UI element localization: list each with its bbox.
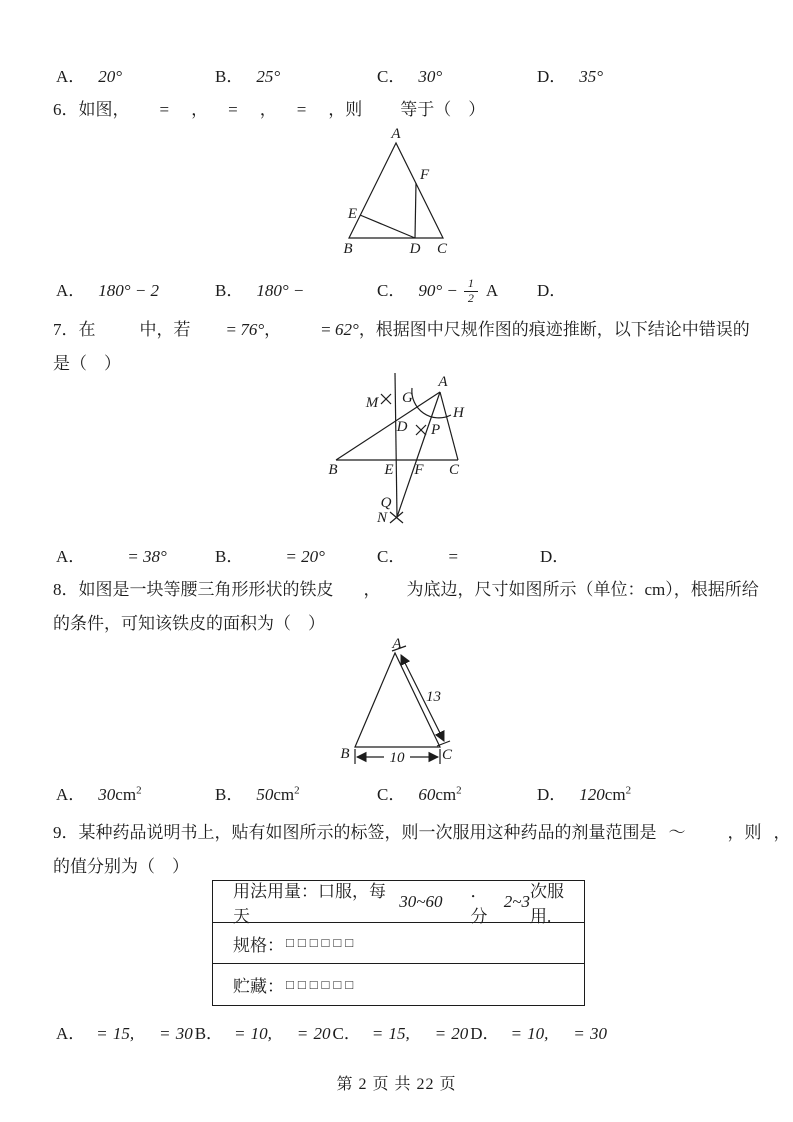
line-a-through-f (397, 392, 440, 517)
option-b (215, 62, 280, 87)
unit-exponent: 2 (136, 784, 142, 797)
figure-q8-isosceles-triangle (333, 636, 465, 776)
option-value: 20° (98, 67, 123, 86)
text-segment: □□□□□□ (286, 935, 358, 950)
text-segment: = (235, 1024, 245, 1043)
text-segment: = (296, 100, 307, 119)
point-label-F: F (414, 462, 424, 478)
point-label-D: D (409, 241, 421, 257)
option-d (537, 62, 603, 87)
text-segment: = (297, 1024, 308, 1043)
point-label-P: P (431, 422, 441, 438)
text-segment: 10, (250, 1024, 272, 1043)
unit: cm (604, 785, 626, 804)
option-c (377, 780, 462, 805)
option-a (56, 276, 159, 301)
point-label-10: 10 (389, 750, 405, 766)
text-segment: = (226, 320, 241, 339)
text-segment: 10, (527, 1024, 549, 1043)
text-segment: □□□□□□ (286, 976, 358, 992)
label-row-spec (213, 923, 584, 964)
segment-ed (360, 215, 415, 238)
answer-row-q6 (0, 276, 793, 305)
text-segment: 15, (388, 1024, 410, 1043)
text-segment: = (97, 1024, 107, 1043)
text-segment: 76° (240, 320, 265, 339)
text-segment: = (574, 1024, 584, 1043)
point-label-E: E (384, 462, 394, 478)
fraction-numerator: 1 (464, 277, 478, 292)
point-label-N: N (376, 510, 388, 526)
option-value: 90° − (418, 281, 458, 300)
label-row-dosage (213, 881, 584, 926)
option-value: 30° (418, 67, 443, 86)
point-label-B: B (328, 462, 338, 478)
option-label: A． (56, 67, 86, 86)
cross-mark-p (416, 425, 426, 435)
text-segment: 30~60 (399, 891, 443, 911)
text-segment: A． (56, 1024, 86, 1043)
unit-exponent: 2 (294, 784, 300, 797)
text-segment: ， (363, 580, 381, 599)
text-segment: ．分 (470, 881, 488, 926)
text-segment: = (228, 100, 238, 119)
option-number: 60 (418, 785, 436, 804)
option-b (215, 780, 300, 805)
option-value: 35° (579, 67, 604, 86)
text-segment: 7．在 (53, 320, 96, 339)
text-segment: 等于（ ） (400, 100, 486, 119)
option-value: 180° − (256, 281, 305, 300)
option-number: 50 (256, 785, 274, 804)
option-label: A． (56, 785, 86, 804)
text-segment: ，根据图中尺规作图的痕迹推断，以下结论中错误的 (358, 320, 750, 339)
option-label: C． (377, 785, 406, 804)
option-label: C． (377, 67, 406, 86)
label-row-storage (213, 964, 584, 1005)
option-value: = 20° (285, 547, 325, 566)
text-segment: 9．某种药品说明书上，贴有如图所示的标签，则一次服用这种药品的剂量范围是 (53, 823, 657, 842)
point-label-A: A (392, 636, 402, 652)
question-7-stem-line1 (53, 315, 750, 340)
figure-q6-triangle (328, 126, 472, 266)
option-label: C． (377, 547, 406, 566)
option-label: B． (215, 281, 244, 300)
medicine-label-table (212, 880, 585, 1006)
question-9-stem-line2: 的值分别为（ ） (53, 857, 189, 876)
text-segment: 6．如图， (53, 100, 130, 119)
question-8-stem-line1 (53, 575, 759, 600)
option-value: = 38° (127, 547, 167, 566)
unit: cm (273, 785, 295, 804)
text-segment: 62° (335, 320, 359, 339)
option-d (537, 780, 631, 805)
text-segment: ～ (668, 823, 686, 842)
point-label-C: C (441, 747, 453, 763)
text-segment: ， (259, 100, 277, 119)
fraction-denominator: 2 (467, 291, 474, 305)
point-label-M: M (365, 395, 379, 411)
option-value-suffix: A (485, 281, 499, 300)
option-b (215, 276, 304, 301)
option-label: D． (537, 785, 567, 804)
side-ac (440, 392, 458, 460)
figure-2-svg (325, 370, 470, 530)
triangle-abc (349, 143, 443, 238)
answer-row-q9 (56, 1019, 776, 1045)
segment-fd (415, 183, 416, 238)
option-a (56, 62, 122, 87)
text-segment: 用法用量：口服，每天 (233, 881, 386, 926)
cross-mark-g (381, 394, 391, 404)
options-a-b-c-d (56, 1019, 607, 1044)
option-label: A． (56, 547, 86, 566)
point-label-D: D (396, 419, 408, 435)
option-label: D． (537, 67, 567, 86)
question-6-stem (53, 95, 485, 120)
point-label-B: B (340, 746, 350, 762)
answer-row-q5 (0, 62, 793, 88)
point-label-H: H (453, 405, 464, 421)
option-a (56, 780, 142, 805)
option-c (377, 542, 459, 567)
figure-3-svg (333, 636, 465, 776)
answer-row-q7 (0, 542, 793, 568)
option-d (537, 276, 566, 301)
figure-q7-construction (325, 370, 470, 530)
question-9-stem-line1 (53, 818, 791, 843)
option-value: 180° − 2 (98, 281, 160, 300)
option-label: D． (540, 547, 570, 566)
question-7-stem-line2: 是（ ） (53, 354, 121, 373)
option-label: B． (215, 547, 244, 566)
point-label-A: A (391, 126, 401, 142)
unit: cm (435, 785, 457, 804)
text-segment: 2~3 (503, 891, 530, 911)
text-segment: 8．如图是一块等腰三角形形状的铁皮 (53, 580, 334, 599)
point-label-Q: Q (380, 495, 392, 511)
option-number: 120 (579, 785, 605, 804)
text-segment: ， (264, 320, 282, 339)
point-label-G: G (402, 390, 413, 406)
option-number: 30 (98, 785, 116, 804)
text-segment: = (435, 1024, 446, 1043)
text-segment: = (160, 1024, 170, 1043)
text-segment: 规格： (233, 935, 284, 955)
text-segment: = (159, 100, 170, 119)
text-segment: ， (191, 100, 209, 119)
text-segment: B． (194, 1024, 224, 1043)
text-segment: D． (470, 1024, 500, 1043)
text-segment: 20 (313, 1024, 331, 1043)
point-label-F: F (420, 167, 430, 183)
point-label-13: 13 (426, 689, 441, 705)
option-d (540, 542, 611, 567)
unit: cm (115, 785, 137, 804)
text-segment: 15, (112, 1024, 135, 1043)
perpendicular-line-mn (395, 373, 397, 517)
fraction-one-half (464, 277, 478, 306)
point-label-C: C (448, 462, 460, 478)
option-c (377, 276, 498, 306)
text-segment: = (372, 1024, 383, 1043)
point-label-C: C (436, 241, 448, 257)
text-segment: 30 (175, 1024, 193, 1043)
text-segment: C． (332, 1024, 361, 1043)
text-segment: 为底边，尺寸如图所示（单位：cm），根据所给 (406, 580, 759, 599)
point-label-E: E (347, 206, 357, 222)
option-label: C． (377, 281, 406, 300)
text-segment: 贮藏： (233, 977, 284, 996)
option-label: B． (215, 785, 244, 804)
text-segment: ，则 (328, 100, 363, 119)
text-segment: = (511, 1024, 522, 1043)
point-label-A: A (438, 374, 448, 390)
option-label: B． (215, 67, 244, 86)
text-segment: ， (773, 823, 791, 842)
text-segment: ，则 (727, 823, 762, 842)
text-segment: 30 (590, 1024, 607, 1043)
unit-exponent: 2 (625, 784, 632, 797)
unit-exponent: 2 (456, 784, 462, 797)
option-label: D． (537, 281, 567, 300)
page-number-footer: 第 2 页 共 22 页 (336, 1076, 457, 1093)
point-label-B: B (343, 241, 353, 257)
option-b (215, 542, 325, 567)
text-segment: 次服用. (529, 881, 564, 926)
question-8-stem-line2: 的条件，可知该铁皮的面积为（ ） (53, 614, 325, 633)
option-value: 25° (256, 67, 281, 86)
answer-row-q8 (0, 780, 793, 806)
text-segment: 20 (451, 1024, 469, 1043)
option-value: = (447, 547, 459, 566)
option-a (56, 542, 167, 567)
figure-1-svg (328, 126, 472, 266)
text-segment: 中，若 (139, 320, 191, 339)
option-label: A． (56, 281, 86, 300)
option-c (377, 62, 442, 87)
text-segment: = (321, 320, 335, 339)
